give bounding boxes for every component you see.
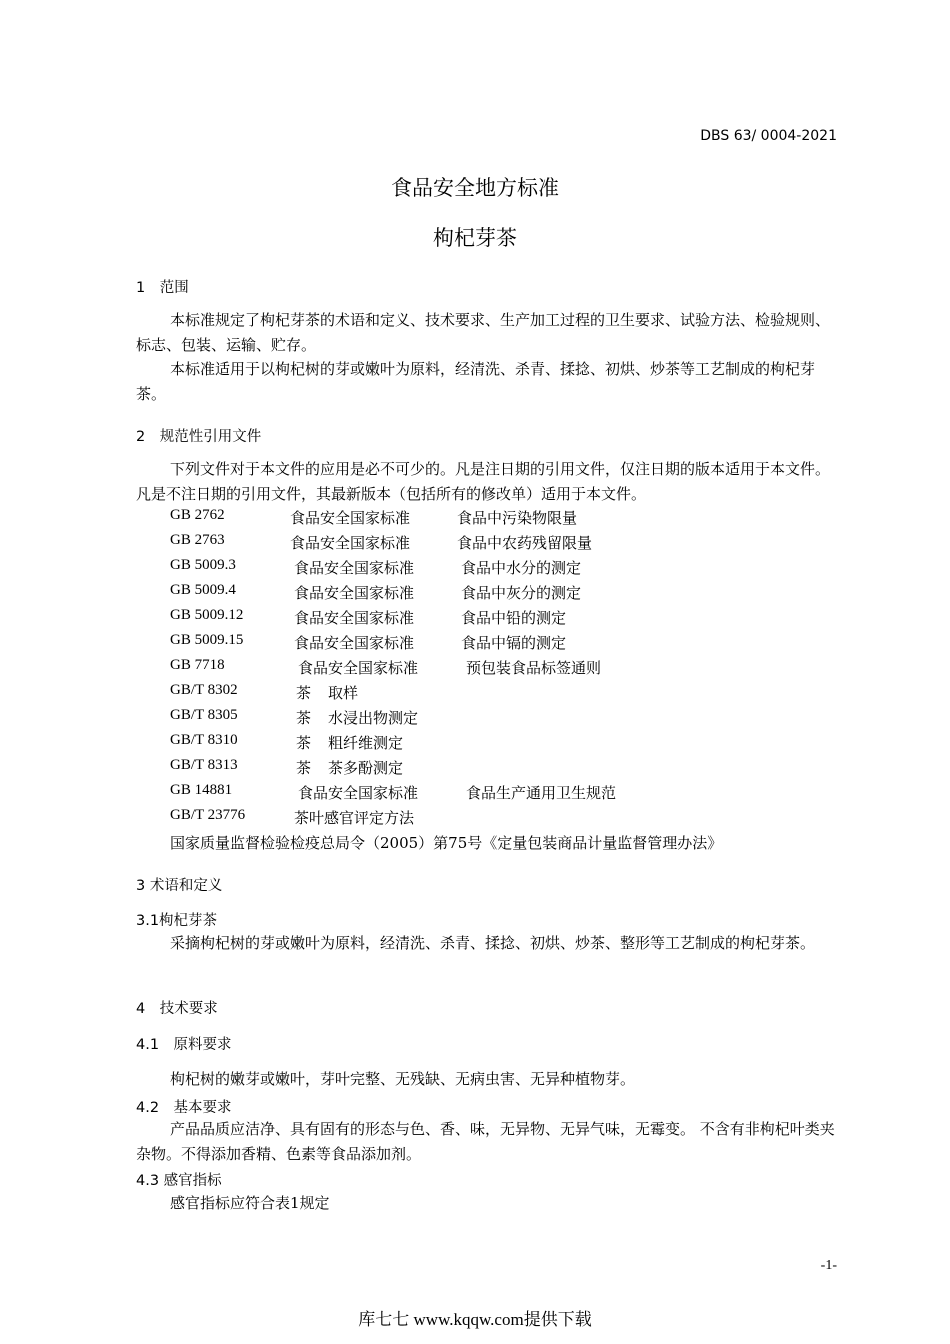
reference-code: GB/T 8305	[170, 707, 238, 723]
reference-title-b: 食品中污染物限量	[457, 509, 578, 527]
reference-title-b: 预包装食品标签通则	[466, 659, 602, 677]
reference-title-b: 食品中镉的测定	[461, 634, 567, 652]
reference-title-b: 食品中水分的测定	[461, 559, 582, 577]
section-1-heading: 1 范围	[136, 280, 189, 296]
reference-title-a: 茶	[296, 709, 312, 727]
reference-code: GB 5009.12	[170, 607, 244, 623]
reference-title-a: 食品安全国家标准	[294, 609, 415, 627]
reference-title-a: 茶叶感官评定方法	[294, 809, 415, 827]
reference-code: GB 2762	[170, 507, 225, 523]
reference-code: GB 5009.3	[170, 557, 236, 573]
page-number: -1-	[820, 1258, 837, 1273]
reference-code: GB 7718	[170, 657, 225, 673]
section-3-heading: 3 术语和定义	[136, 878, 223, 894]
reference-title-a: 食品安全国家标准	[294, 559, 415, 577]
section-3-1-heading: 3.1枸杞芽茶	[136, 913, 218, 929]
section-3-paragraph: 采摘枸杞树的芽或嫩叶为原料，经清洗、杀青、揉捻、初烘、炒茶、整形等工艺制成的枸杞芽茶。	[170, 934, 816, 952]
reference-title-b: 食品中农药残留限量	[457, 534, 593, 552]
reference-title-a: 食品安全国家标准	[290, 534, 411, 552]
reference-title-a: 茶	[296, 684, 312, 702]
header-code: DBS 63/ 0004-2021	[700, 128, 837, 144]
section-4-1-paragraph: 枸杞树的嫩芽或嫩叶，芽叶完整、无残缺、无病虫害、无异种植物芽。	[170, 1070, 636, 1088]
reference-code: GB/T 8302	[170, 682, 238, 698]
reference-title-b: 水浸出物测定	[328, 709, 419, 727]
section-4-3-heading: 4.3 感官指标	[136, 1173, 222, 1189]
reference-code: GB/T 8310	[170, 732, 238, 748]
reference-title-a: 食品安全国家标准	[298, 784, 419, 802]
reference-title-b: 茶多酚测定	[328, 759, 404, 777]
reference-code: GB 5009.4	[170, 582, 236, 598]
reference-title-a: 食品安全国家标准	[294, 584, 415, 602]
reference-title-b: 食品中灰分的测定	[461, 584, 582, 602]
reference-code: GB/T 8313	[170, 757, 238, 773]
section-2-paragraph: 下列文件对于本文件的应用是必不可少的。凡是注日期的引用文件，仅注日期的版本适用于本文件。凡是不注日期的引用文件，其最新版本（包括所有的修改单）适用于本文件。	[136, 460, 831, 503]
reference-code: GB 14881	[170, 782, 233, 798]
section-2-heading: 2 规范性引用文件	[136, 429, 262, 445]
section-4-2-heading: 4.2 基本要求	[136, 1100, 232, 1116]
section-4-3-paragraph: 感官指标应符合表1规定	[170, 1194, 330, 1212]
document-title: 食品安全地方标准	[391, 176, 559, 200]
reference-title-a: 茶	[296, 734, 312, 752]
reference-title-a: 食品安全国家标准	[290, 509, 411, 527]
reference-code: GB 2763	[170, 532, 225, 548]
section-4-2-paragraph: 产品品质应洁净、具有固有的形态与色、香、味，无异物、无异气味，无霉变。 不含有非枸杞叶类夹杂物。不得添加香精、色素等食品添加剂。	[136, 1120, 835, 1163]
reference-title-b: 食品中铅的测定	[461, 609, 567, 627]
reference-title-b: 食品生产通用卫生规范	[466, 784, 617, 802]
reference-title-a: 食品安全国家标准	[298, 659, 419, 677]
reference-title-a: 茶	[296, 759, 312, 777]
section-1-paragraph-1: 本标准规定了枸杞芽茶的术语和定义、技术要求、生产加工过程的卫生要求、试验方法、检验规则、标志、包装、运输、贮存。	[136, 311, 831, 354]
section-1-paragraph-2: 本标准适用于以枸杞树的芽或嫩叶为原料，经清洗、杀青、揉捻、初烘、炒茶等工艺制成的枸杞芽茶。	[136, 360, 816, 403]
reference-title-b: 粗纤维测定	[328, 734, 404, 752]
decree-text: 国家质量监督检验检疫总局令（2005）第75号《定量包装商品计量监督管理办法》	[170, 834, 723, 852]
reference-title-b: 取样	[328, 684, 359, 702]
section-4-1-heading: 4.1 原料要求	[136, 1037, 232, 1053]
section-4-heading: 4 技术要求	[136, 1001, 218, 1017]
footer-watermark: 库七七 www.kqqw.com提供下载	[358, 1310, 592, 1329]
reference-code: GB/T 23776	[170, 807, 246, 823]
reference-title-a: 食品安全国家标准	[294, 634, 415, 652]
reference-code: GB 5009.15	[170, 632, 244, 648]
document-subtitle: 枸杞芽茶	[433, 226, 517, 250]
